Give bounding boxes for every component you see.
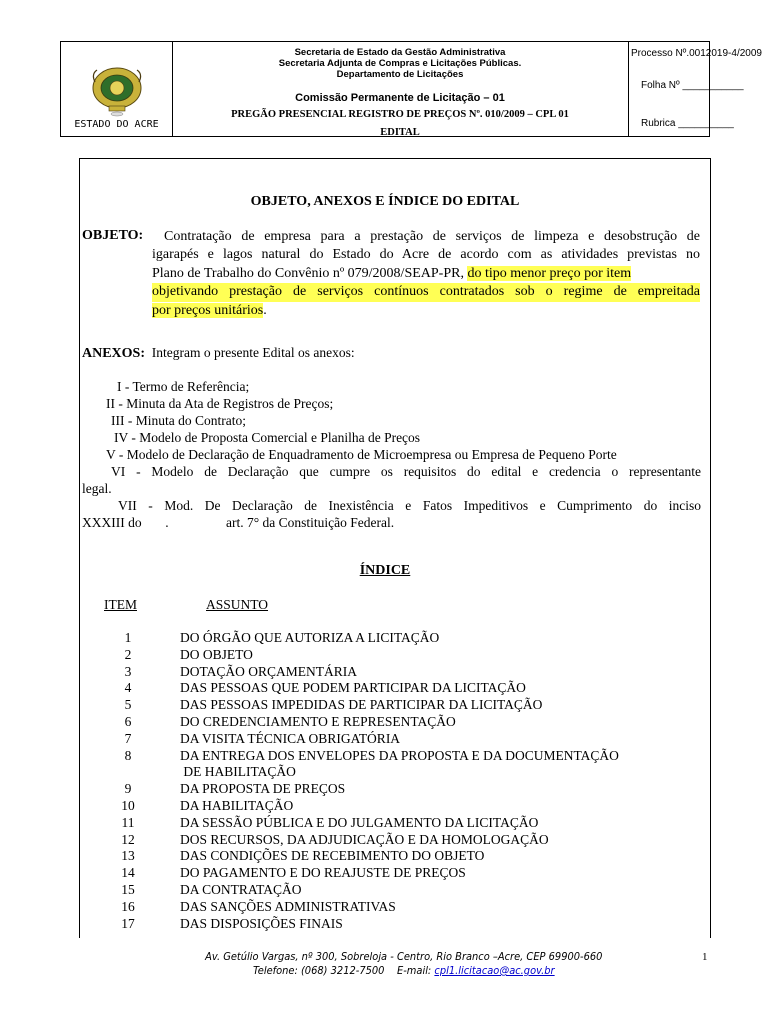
objeto-highlight-2: objetivando prestação de serviços contínuos contratados sob o regime de empreitada: [152, 283, 700, 301]
anexo-item-5: V - Modelo de Declaração de Enquadramento de Microempresa ou Empresa de Pequeno Porte: [106, 447, 617, 462]
document-header: [60, 41, 762, 138]
indice-item-subject: DOTAÇÃO ORÇAMENTÁRIA: [180, 663, 358, 679]
footer-email-link[interactable]: cpl1.licitacao@ac.gov.br: [434, 965, 555, 977]
footer-contact: [23, 964, 770, 978]
header-line-secretaria-adjunta: Secretaria Adjunta de Compras e Licitações Públicas.: [278, 58, 522, 69]
page-title: OBJETO, ANEXOS E ÍNDICE DO EDITAL: [250, 194, 520, 209]
indice-item-number: 2: [124, 646, 132, 662]
objeto-line-5: [152, 302, 267, 320]
indice-item-subject: DO OBJETO: [180, 646, 253, 662]
indice-item-subject: DA CONTRATAÇÃO: [180, 882, 302, 897]
anexo-item-7-cont: XXXIII do . art. 7° da Constituição Federal.: [82, 515, 395, 530]
objeto-line-3-text: Plano de Trabalho do Convênio nº 079/2008/SEAP-PR,: [152, 265, 464, 281]
anexo-item-2: II - Minuta da Ata de Registros de Preços;: [106, 396, 334, 411]
header-logo-cell: [61, 42, 173, 136]
indice-item-subject: DA PROPOSTA DE PREÇOS: [180, 781, 346, 797]
footer-address: Av. Getúlio Vargas, nº 300, Sobreloja - Centro, Rio Branco –Acre, CEP 69900-660: [205, 951, 603, 963]
indice-item-number: 5: [124, 697, 132, 713]
page-number: 1: [702, 951, 708, 963]
header-pregao: PREGÃO PRESENCIAL REGISTRO DE PREÇOS Nº. 010/2009 – CPL 01: [231, 109, 569, 120]
indice-item-number: 14: [121, 865, 135, 881]
header-folha: Folha Nº ___________: [641, 80, 744, 91]
footer: [23, 950, 770, 978]
state-name: ESTADO DO ACRE: [74, 119, 159, 130]
indice-col-assunto: ASSUNTO: [206, 597, 269, 612]
anexos-heading: [82, 345, 355, 362]
indice-item-number: 3: [124, 663, 132, 679]
anexo-item-1: I - Termo de Referência;: [117, 379, 250, 394]
indice-item-number: 8: [124, 747, 132, 763]
indice-item-number: 9: [124, 781, 132, 797]
indice-item-subject: DO PAGAMENTO E DO REAJUSTE DE PREÇOS: [180, 865, 466, 881]
header-commission: Comissão Permanente de Licitação – 01: [295, 92, 505, 104]
header-processo: Processo Nº.0012019-4/2009: [631, 48, 762, 59]
indice-item-number: 4: [124, 680, 132, 696]
header-rubrica: Rubrica __________: [641, 118, 734, 129]
indice-item-subject: DAS SANÇÕES ADMINISTRATIVAS: [180, 898, 396, 914]
objeto-line-1: Contratação de empresa para a prestação de serviços de limpeza e desobstrução de: [164, 229, 700, 244]
indice-col-item: ITEM: [104, 597, 137, 612]
indice-item-number: 7: [124, 730, 132, 746]
objeto-label: OBJETO:: [82, 228, 144, 243]
indice-item-number: 1: [124, 630, 132, 645]
header-title-cell: [172, 42, 629, 136]
indice-item-number: 10: [121, 798, 135, 813]
indice-item-number: 6: [124, 714, 132, 729]
indice-item-number: 17: [121, 915, 135, 931]
anexo-item-6-cont: legal.: [82, 481, 112, 496]
indice-item-subject: DA ENTREGA DOS ENVELOPES DA PROPOSTA E DA DOCUMENTAÇÃO: [180, 747, 619, 763]
anexo-item-7: VII - Mod. De Declaração de Inexistência e Fatos Impeditivos e Cumprimento do inciso: [118, 498, 701, 513]
objeto-highlight-1: do tipo menor preço por item: [467, 265, 632, 281]
footer-phone: Telefone: (068) 3212-7500 E-mail:: [252, 965, 435, 977]
indice-item-number: 15: [121, 882, 135, 897]
indice-item-subject: DA VISITA TÉCNICA OBRIGATÓRIA: [180, 730, 401, 746]
indice-title: ÍNDICE: [359, 563, 411, 578]
anexo-item-6: VI - Modelo de Declaração que cumpre os requisitos do edital e credencia o representante: [111, 464, 701, 479]
indice-item-subject: DOS RECURSOS, DA ADJUDICAÇÃO E DA HOMOLOGAÇÃO: [180, 831, 549, 847]
anexos-intro: Integram o presente Edital os anexos:: [151, 345, 355, 360]
header-edital: EDITAL: [380, 127, 420, 138]
indice-item-number: 13: [121, 848, 135, 864]
indice-item-number: 12: [121, 831, 135, 847]
header-line-departamento: Departamento de Licitações: [336, 69, 464, 80]
indice-item-subject: DO ÓRGÃO QUE AUTORIZA A LICITAÇÃO: [180, 630, 440, 645]
indice-item-subject: DAS CONDIÇÕES DE RECEBIMENTO DO OBJETO: [180, 848, 485, 864]
header-line-secretaria: Secretaria de Estado da Gestão Administrativa: [294, 47, 506, 58]
indice-item-subject: DE HABILITAÇÃO: [180, 764, 296, 780]
header-process-cell: [628, 42, 762, 136]
indice-item-subject: DA SESSÃO PÚBLICA E DO JULGAMENTO DA LICITAÇÃO: [180, 814, 539, 830]
anexos-label: ANEXOS:: [82, 346, 146, 361]
objeto-line-3: [152, 265, 631, 283]
indice-item-subject: DA HABILITAÇÃO: [180, 798, 294, 813]
objeto-highlight-3: por preços unitários: [152, 302, 264, 318]
anexo-item-3: III - Minuta do Contrato;: [111, 413, 246, 428]
objeto-line-2: igarapés e lagos natural do Estado do Acre de acordo com as atividades previstas no: [152, 247, 700, 263]
indice-item-subject: DAS PESSOAS QUE PODEM PARTICIPAR DA LICITAÇÃO: [180, 680, 526, 696]
indice-item-number: 11: [121, 814, 135, 830]
objeto-end: .: [263, 302, 267, 318]
indice-item-subject: DO CREDENCIAMENTO E REPRESENTAÇÃO: [180, 714, 456, 729]
indice-item-subject: DAS PESSOAS IMPEDIDAS DE PARTICIPAR DA LICITAÇÃO: [180, 697, 543, 713]
indice-item-subject: DAS DISPOSIÇÕES FINAIS: [180, 915, 343, 931]
anexo-item-4: IV - Modelo de Proposta Comercial e Planilha de Preços: [114, 430, 421, 445]
indice-item-number: 16: [121, 898, 135, 914]
